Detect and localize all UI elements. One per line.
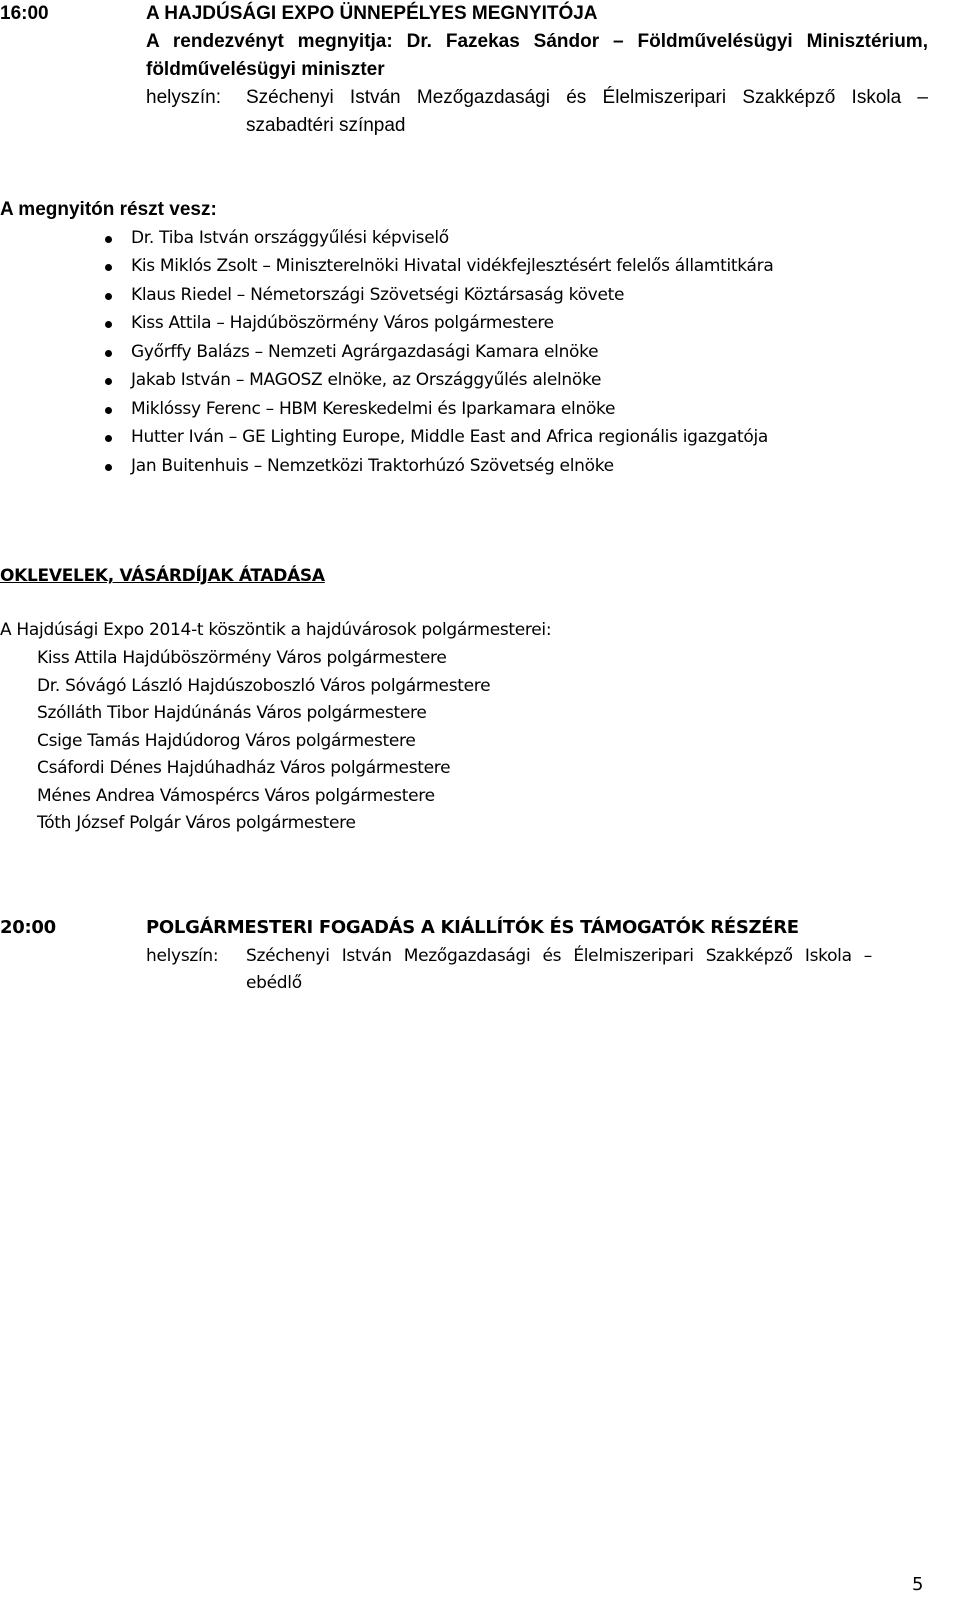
- reception-venue-line2: ebédlő: [246, 973, 302, 993]
- list-item: Kis Miklós Zsolt – Miniszterelnöki Hivatal vidékfejlesztésért felelős államtitkára: [131, 256, 774, 276]
- reception-title: POLGÁRMESTERI FOGADÁS A KIÁLLÍTÓK ÉS TÁMOGATÓK RÉSZÉRE: [146, 917, 799, 938]
- opening-time: 16:00: [0, 3, 49, 24]
- reception-venue-line1: Széchenyi István Mezőgazdasági és Élelmiszeripari Szakképző Iskola –: [246, 946, 872, 966]
- opening-venue-line1: Széchenyi István Mezőgazdasági és Élelmiszeripari Szakképző Iskola –: [246, 87, 928, 108]
- opening-venue-label: helyszín:: [146, 87, 221, 108]
- reception-venue-label: helyszín:: [146, 946, 219, 966]
- bullet-icon: [105, 378, 112, 385]
- participants-heading: A megnyitón részt vesz:: [0, 199, 217, 220]
- list-item: Ménes Andrea Vámospércs Város polgármestere: [37, 786, 435, 806]
- list-item: Szólláth Tibor Hajdúnánás Város polgármestere: [37, 703, 427, 723]
- opening-opener-line1: A rendezvényt megnyitja: Dr. Fazekas Sándor – Földművelésügyi Minisztérium,: [146, 31, 928, 52]
- list-item: Miklóssy Ferenc – HBM Kereskedelmi és Iparkamara elnöke: [131, 399, 616, 419]
- list-item: Klaus Riedel – Németországi Szövetségi Köztársaság követe: [131, 285, 625, 305]
- bullet-icon: [105, 407, 112, 414]
- bullet-icon: [105, 321, 112, 328]
- opening-venue-line2: szabadtéri színpad: [246, 115, 406, 136]
- list-item: Dr. Tiba István országgyűlési képviselő: [131, 228, 449, 248]
- bullet-icon: [105, 435, 112, 442]
- list-item: Dr. Sóvágó László Hajdúszoboszló Város polgármestere: [37, 676, 491, 696]
- page-number: 5: [912, 1574, 924, 1595]
- opening-title: A HAJDÚSÁGI EXPO ÜNNEPÉLYES MEGNYITÓJA: [146, 3, 598, 24]
- bullet-icon: [105, 236, 112, 243]
- list-item: Tóth József Polgár Város polgármestere: [37, 813, 356, 833]
- bullet-icon: [105, 264, 112, 271]
- awards-intro: A Hajdúsági Expo 2014-t köszöntik a hajdúvárosok polgármesterei:: [0, 620, 552, 640]
- list-item: Jakab István – MAGOSZ elnöke, az Országgyűlés alelnöke: [131, 370, 602, 390]
- list-item: Csige Tamás Hajdúdorog Város polgármestere: [37, 731, 416, 751]
- bullet-icon: [105, 350, 112, 357]
- list-item: Kiss Attila Hajdúböszörmény Város polgármestere: [37, 648, 447, 668]
- list-item: Csáfordi Dénes Hajdúhadház Város polgármestere: [37, 758, 451, 778]
- awards-heading: OKLEVELEK, VÁSÁRDÍJAK ÁTADÁSA: [0, 566, 325, 586]
- bullet-icon: [105, 464, 112, 471]
- list-item: Jan Buitenhuis – Nemzetközi Traktorhúzó Szövetség elnöke: [131, 456, 614, 476]
- reception-time: 20:00: [0, 917, 56, 938]
- list-item: Kiss Attila – Hajdúböszörmény Város polgármestere: [131, 313, 554, 333]
- bullet-icon: [105, 293, 112, 300]
- list-item: Győrffy Balázs – Nemzeti Agrárgazdasági Kamara elnöke: [131, 342, 599, 362]
- opening-opener-line2: földművelésügyi miniszter: [146, 59, 385, 80]
- list-item: Hutter Iván – GE Lighting Europe, Middle East and Africa regionális igazgatója: [131, 427, 769, 447]
